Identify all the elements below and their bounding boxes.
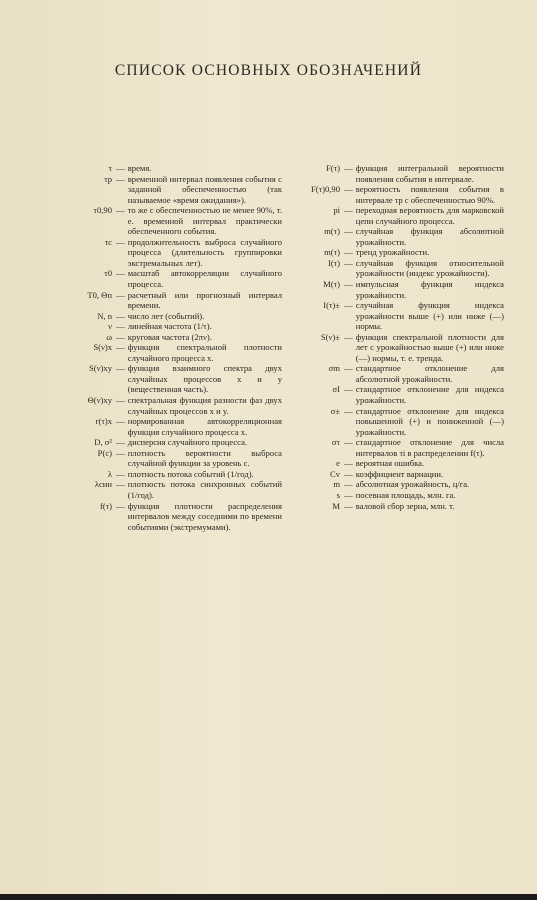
notation-symbol: σ± [330, 405, 340, 416]
notation-symbol: pi [333, 205, 340, 216]
notation-symbol: S(ν)xy [89, 363, 112, 374]
em-dash: — [114, 447, 125, 458]
notation-definition: функция спектральной плотности для лет с урожайностью выше (+) или ниже (—) нормы, т. е. тренда. [355, 331, 504, 363]
notation-symbol: ν [108, 321, 112, 332]
em-dash: — [342, 257, 353, 268]
em-dash: — [114, 468, 125, 479]
notation-symbol: S(ν)x [93, 342, 112, 353]
notation-entry [70, 205, 282, 237]
notation-symbol: m(τ) [324, 247, 340, 258]
notation-definition: то же с обеспеченностью не менее 90%, т. е. временной интервал практически обеспеченного события. [127, 205, 282, 237]
notation-symbol: σm [328, 363, 340, 374]
notation-definition: стандартное отклонение для числа интервалов τi в распределении f(τ). [355, 437, 504, 458]
em-dash: — [114, 363, 125, 374]
notation-symbol: T0, Θп [87, 289, 112, 300]
notation-definition: переходная вероятность для марковской цепи случайного процесса. [355, 205, 504, 226]
notation-symbol: P(c) [97, 447, 112, 458]
em-dash: — [114, 310, 125, 321]
em-dash: — [114, 479, 125, 490]
notation-symbol: Cv [329, 468, 340, 479]
page-title: СПИСОК ОСНОВНЫХ ОБОЗНАЧЕНИЙ [114, 62, 423, 79]
notation-entry [70, 311, 282, 322]
notation-definition: временной интервал появления события с заданной обеспеченностью (так называемое «время ожидания»). [127, 173, 282, 205]
notation-entry [290, 332, 504, 364]
notation-definition: продолжительность выброса случайного процесса (длительность группировки экстремальных лет). [127, 236, 282, 268]
notation-entry [70, 342, 282, 363]
notation-entry [70, 501, 282, 533]
em-dash: — [342, 405, 353, 416]
em-dash: — [342, 384, 353, 395]
notation-definition: валовой сбор зерна, млн. т. [355, 500, 455, 511]
notation-definition: случайная функция относительной урожайности (индекс урожайности). [355, 257, 504, 279]
notation-definition: вероятная ошибка. [355, 458, 425, 469]
notation-definition: случайная функция индекса урожайности выше (+) или ниже (—) нормы. [355, 300, 504, 332]
em-dash: — [114, 268, 125, 279]
notation-entry [290, 226, 504, 247]
em-dash: — [342, 458, 353, 469]
notation-entry [70, 363, 282, 395]
notation-entry [290, 384, 504, 405]
notation-symbol: D, σ² [94, 437, 112, 448]
em-dash: — [114, 236, 125, 247]
notation-entry [70, 290, 282, 311]
em-dash: — [342, 279, 353, 290]
em-dash: — [342, 468, 353, 479]
em-dash: — [114, 205, 125, 216]
notation-definition: импульсная функция индекса урожайности. [355, 279, 504, 300]
notation-entry [70, 469, 282, 480]
em-dash: — [342, 163, 353, 173]
notation-definition: функция интегральной вероятности появления события в интервале. [355, 163, 504, 184]
em-dash: — [114, 416, 125, 427]
notation-entry [70, 395, 282, 416]
em-dash: — [114, 331, 125, 342]
notation-entry [290, 458, 504, 469]
notation-definition: случайная функция абсолютной урожайности. [355, 226, 504, 247]
em-dash: — [342, 184, 353, 195]
notation-definition: функция плотности распределения интервалов между соседними по времени событиями (экстремумами). [127, 500, 282, 532]
notation-symbol: r(τ)x [95, 416, 112, 427]
notation-symbol: I(τ) [327, 257, 340, 268]
notation-definition: дисперсия случайного процесса. [127, 437, 248, 448]
notation-definition: стандартное отклонение для индекса повышенной (+) и пониженной (—) урожайности. [355, 405, 504, 437]
notation-symbol: ω [106, 331, 112, 342]
notation-definition: спектральная функция разности фаз двух случайных процессов x и y. [127, 395, 282, 416]
notation-entry [290, 258, 504, 279]
notation-symbol: e [336, 458, 340, 469]
notation-entry [290, 501, 504, 512]
notation-definition: функция спектральной плотности случайного процесса x. [127, 342, 282, 363]
notation-symbol: I(τ)± [323, 300, 340, 311]
notation-definition: линейная частота (1/τ). [127, 321, 212, 332]
notation-symbol: F(τ)0,90 [311, 184, 340, 195]
notation-list-left [70, 163, 282, 532]
notation-definition: коэффициент вариации. [355, 468, 444, 479]
em-dash: — [114, 321, 125, 332]
notation-entry [290, 163, 504, 184]
notation-definition: вероятность появления события в интервале τp с обеспеченностью 90%. [355, 184, 504, 205]
notation-symbol: s [336, 489, 340, 500]
em-dash: — [342, 300, 353, 311]
notation-symbol: τ0,90 [93, 205, 112, 216]
notation-entry [290, 490, 504, 501]
notation-entry [70, 237, 282, 269]
em-dash: — [114, 500, 125, 511]
em-dash: — [342, 226, 353, 237]
em-dash: — [342, 331, 353, 342]
notation-entry [70, 163, 282, 174]
em-dash: — [114, 437, 125, 448]
notation-entry [290, 479, 504, 490]
notation-symbol: λ [107, 468, 112, 479]
notation-entry [290, 247, 504, 258]
notation-entry [70, 321, 282, 332]
notation-symbol: m(τ) [324, 226, 340, 237]
em-dash: — [342, 205, 353, 216]
em-dash: — [342, 247, 353, 258]
notation-symbol: M(τ) [323, 279, 340, 290]
em-dash: — [342, 489, 353, 500]
notation-symbol: m [333, 479, 340, 490]
notation-definition: стандартное отклонение для абсолютной урожайности. [355, 363, 504, 384]
notation-symbol: στ [331, 437, 340, 448]
em-dash: — [342, 437, 353, 448]
notation-definition: плотность потока синхронных событий (1/год). [127, 479, 282, 500]
notation-entry [290, 363, 504, 384]
notation-symbol: σI [332, 384, 340, 395]
notation-symbol: τp [104, 173, 112, 184]
notation-symbol: S(ν)± [320, 331, 340, 342]
notation-symbol: λсин [94, 479, 112, 490]
notation-definition: стандартное отклонение для индекса урожайности. [355, 384, 504, 406]
notation-symbol: τ [108, 163, 112, 173]
notation-definition: плотность вероятности выброса случайной функции за уровень c. [127, 447, 282, 469]
notation-entry [290, 300, 504, 332]
notation-entry [290, 279, 504, 300]
notation-definition: время. [127, 163, 152, 173]
notation-entry [70, 174, 282, 206]
notation-entry [70, 332, 282, 343]
notation-definition: расчетный или прогнозный интервал времени. [127, 289, 282, 311]
em-dash: — [114, 289, 125, 300]
em-dash: — [114, 163, 125, 173]
em-dash: — [114, 342, 125, 353]
em-dash: — [114, 173, 125, 184]
notation-definition: число лет (событий). [127, 310, 205, 321]
notation-definition: масштаб автокорреляции случайного процесса. [127, 268, 282, 290]
em-dash: — [342, 363, 353, 374]
notation-entry [70, 416, 282, 437]
notation-definition: плотность потока событий (1/год). [127, 468, 254, 479]
em-dash: — [342, 479, 353, 490]
notation-symbol: f(τ) [99, 500, 112, 511]
notation-definition: функция взаимного спектра двух случайных процессов x и y (вещественная часть). [127, 363, 282, 395]
notation-symbol: τc [104, 236, 112, 247]
notation-entry [290, 437, 504, 458]
notation-symbol: N, n [97, 310, 112, 321]
notation-entry [70, 448, 282, 469]
notation-definition: абсолютная урожайность, ц/га. [355, 479, 470, 490]
notation-symbol: Θ(ν)xy [87, 395, 112, 406]
notation-definition: тренд урожайности. [355, 247, 430, 258]
page-bottom-edge [0, 894, 537, 900]
em-dash: — [114, 395, 125, 406]
notation-entry [290, 469, 504, 480]
notation-entry [70, 437, 282, 448]
notation-entry [290, 205, 504, 226]
notation-list-right [290, 163, 504, 511]
notation-symbol: F(τ) [326, 163, 340, 173]
em-dash: — [342, 500, 353, 511]
notation-symbol: τ0 [104, 268, 112, 279]
notation-entry [70, 479, 282, 500]
notation-entry [290, 184, 504, 205]
notation-symbol: M [332, 500, 340, 511]
notation-definition: круговая частота (2πν). [127, 331, 212, 342]
notation-definition: нормированная автокорреляционная функция случайного процесса x. [127, 416, 282, 437]
notation-entry [70, 268, 282, 289]
notation-definition: посевная площадь, млн. га. [355, 489, 456, 500]
notation-entry [290, 406, 504, 438]
